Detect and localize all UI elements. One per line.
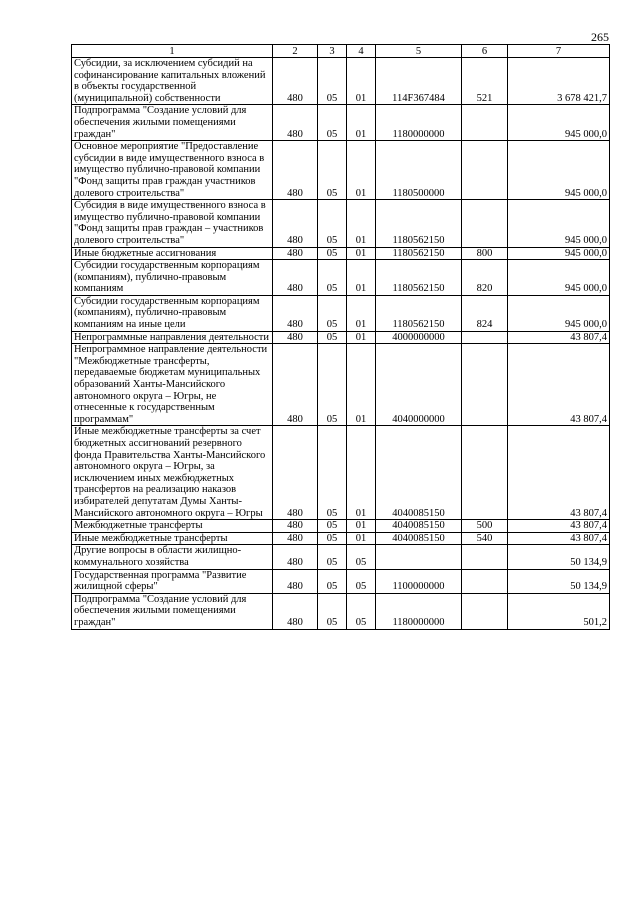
row-subsection-cell: 01	[347, 105, 376, 141]
row-section-cell: 05	[318, 295, 347, 331]
row-name-cell: Иные межбюджетные трансферты за счет бюджетных ассигнований резервного фонда Правительства Ханты-Мансийского автономного округа – Югры, за исключением иных межбюджетных трансфертов на реализацию наказов избирателей депутатам Думы Ханты-Мансийского автономного округа – Югры	[72, 426, 273, 520]
row-target-article-cell: 114F367484	[376, 58, 462, 105]
table-header-row	[72, 45, 610, 58]
row-amount-cell: 43 807,4	[508, 426, 610, 520]
row-expense-type-cell	[462, 105, 508, 141]
table-row	[72, 545, 610, 569]
row-target-article-cell: 4000000000	[376, 331, 462, 344]
row-name-cell: Субсидии государственным корпорациям (компаниям), публично-правовым компаниям	[72, 260, 273, 296]
row-target-article-cell: 1180500000	[376, 141, 462, 200]
row-section-cell: 05	[318, 545, 347, 569]
row-amount-cell: 501,2	[508, 593, 610, 629]
header-col-3: 3	[318, 45, 347, 58]
row-grbs-cell: 480	[273, 331, 318, 344]
row-target-article-cell: 1180562150	[376, 260, 462, 296]
page-number: 265	[591, 30, 609, 44]
row-name-cell: Государственная программа "Развитие жилищной сферы"	[72, 569, 273, 593]
row-subsection-cell: 01	[347, 200, 376, 247]
table-row	[72, 532, 610, 545]
row-target-article-cell: 1180562150	[376, 247, 462, 260]
row-grbs-cell: 480	[273, 105, 318, 141]
row-name-cell: Субсидии, за исключением субсидий на софинансирование капитальных вложений в объекты государственной (муниципальной) собственности	[72, 58, 273, 105]
row-expense-type-cell	[462, 200, 508, 247]
row-name-cell: Субсидии государственным корпорациям (компаниям), публично-правовым компаниям на иные цели	[72, 295, 273, 331]
row-subsection-cell: 01	[347, 520, 376, 533]
row-expense-type-cell	[462, 569, 508, 593]
row-section-cell: 05	[318, 426, 347, 520]
row-grbs-cell: 480	[273, 426, 318, 520]
row-amount-cell: 50 134,9	[508, 545, 610, 569]
row-grbs-cell: 480	[273, 58, 318, 105]
header-col-1: 1	[72, 45, 273, 58]
row-target-article-cell: 4040085150	[376, 532, 462, 545]
row-subsection-cell: 01	[347, 532, 376, 545]
table-row	[72, 260, 610, 296]
row-expense-type-cell	[462, 426, 508, 520]
row-section-cell: 05	[318, 105, 347, 141]
row-subsection-cell: 05	[347, 545, 376, 569]
row-subsection-cell: 01	[347, 295, 376, 331]
budget-table	[71, 44, 610, 630]
row-section-cell: 05	[318, 569, 347, 593]
row-amount-cell: 43 807,4	[508, 344, 610, 426]
row-expense-type-cell	[462, 545, 508, 569]
row-subsection-cell: 01	[347, 58, 376, 105]
row-name-cell: Непрограммное направление деятельности "Межбюджетные трансферты, передаваемые бюджетам муниципальных образований Ханты-Мансийского автономного округа – Югры, не отнесенные к государственным программам"	[72, 344, 273, 426]
row-grbs-cell: 480	[273, 247, 318, 260]
row-section-cell: 05	[318, 141, 347, 200]
row-target-article-cell: 1180000000	[376, 105, 462, 141]
row-amount-cell: 43 807,4	[508, 532, 610, 545]
row-expense-type-cell: 820	[462, 260, 508, 296]
header-col-4: 4	[347, 45, 376, 58]
row-name-cell: Другие вопросы в области жилищно-коммунального хозяйства	[72, 545, 273, 569]
row-target-article-cell: 1100000000	[376, 569, 462, 593]
row-amount-cell: 945 000,0	[508, 105, 610, 141]
row-target-article-cell: 1180562150	[376, 200, 462, 247]
row-expense-type-cell: 521	[462, 58, 508, 105]
row-grbs-cell: 480	[273, 593, 318, 629]
row-target-article-cell: 1180562150	[376, 295, 462, 331]
table-row	[72, 520, 610, 533]
row-expense-type-cell: 800	[462, 247, 508, 260]
table-row	[72, 569, 610, 593]
row-target-article-cell: 4040000000	[376, 344, 462, 426]
row-grbs-cell: 480	[273, 295, 318, 331]
row-section-cell: 05	[318, 532, 347, 545]
row-amount-cell: 945 000,0	[508, 260, 610, 296]
table-row	[72, 593, 610, 629]
row-amount-cell: 945 000,0	[508, 295, 610, 331]
row-grbs-cell: 480	[273, 141, 318, 200]
row-amount-cell: 43 807,4	[508, 520, 610, 533]
row-grbs-cell: 480	[273, 545, 318, 569]
row-target-article-cell	[376, 545, 462, 569]
row-grbs-cell: 480	[273, 200, 318, 247]
row-name-cell: Подпрограмма "Создание условий для обеспечения жилыми помещениями граждан"	[72, 105, 273, 141]
row-name-cell: Иные межбюджетные трансферты	[72, 532, 273, 545]
table-row	[72, 105, 610, 141]
row-section-cell: 05	[318, 331, 347, 344]
row-subsection-cell: 01	[347, 426, 376, 520]
row-amount-cell: 43 807,4	[508, 331, 610, 344]
row-amount-cell: 945 000,0	[508, 141, 610, 200]
row-section-cell: 05	[318, 344, 347, 426]
row-subsection-cell: 01	[347, 247, 376, 260]
row-subsection-cell: 05	[347, 593, 376, 629]
row-amount-cell: 945 000,0	[508, 247, 610, 260]
row-grbs-cell: 480	[273, 260, 318, 296]
row-section-cell: 05	[318, 593, 347, 629]
table-row	[72, 295, 610, 331]
row-expense-type-cell	[462, 141, 508, 200]
row-name-cell: Иные бюджетные ассигнования	[72, 247, 273, 260]
row-name-cell: Подпрограмма "Создание условий для обеспечения жилыми помещениями граждан"	[72, 593, 273, 629]
row-amount-cell: 945 000,0	[508, 200, 610, 247]
row-grbs-cell: 480	[273, 569, 318, 593]
row-expense-type-cell: 540	[462, 532, 508, 545]
header-col-5: 5	[376, 45, 462, 58]
row-section-cell: 05	[318, 58, 347, 105]
table-row	[72, 58, 610, 105]
table-body	[72, 58, 610, 630]
row-grbs-cell: 480	[273, 344, 318, 426]
header-col-2: 2	[273, 45, 318, 58]
row-name-cell: Основное мероприятие "Предоставление субсидии в виде имущественного взноса в имущество публично-правовой компании "Фонд защиты прав граждан участников долевого строительства"	[72, 141, 273, 200]
row-subsection-cell: 01	[347, 141, 376, 200]
row-name-cell: Межбюджетные трансферты	[72, 520, 273, 533]
row-section-cell: 05	[318, 260, 347, 296]
row-section-cell: 05	[318, 200, 347, 247]
row-target-article-cell: 1180000000	[376, 593, 462, 629]
row-subsection-cell: 01	[347, 331, 376, 344]
row-amount-cell: 3 678 421,7	[508, 58, 610, 105]
row-expense-type-cell	[462, 344, 508, 426]
table-row	[72, 331, 610, 344]
row-subsection-cell: 05	[347, 569, 376, 593]
table-row	[72, 200, 610, 247]
row-expense-type-cell	[462, 331, 508, 344]
table-row	[72, 344, 610, 426]
header-col-6: 6	[462, 45, 508, 58]
row-subsection-cell: 01	[347, 260, 376, 296]
row-amount-cell: 50 134,9	[508, 569, 610, 593]
row-expense-type-cell: 500	[462, 520, 508, 533]
row-section-cell: 05	[318, 520, 347, 533]
row-name-cell: Субсидия в виде имущественного взноса в имущество публично-правовой компании "Фонд защиты прав граждан – участников долевого строительства"	[72, 200, 273, 247]
row-target-article-cell: 4040085150	[376, 520, 462, 533]
row-expense-type-cell: 824	[462, 295, 508, 331]
row-expense-type-cell	[462, 593, 508, 629]
row-target-article-cell: 4040085150	[376, 426, 462, 520]
table-row	[72, 141, 610, 200]
row-subsection-cell: 01	[347, 344, 376, 426]
table-row	[72, 426, 610, 520]
row-grbs-cell: 480	[273, 532, 318, 545]
row-name-cell: Непрограммные направления деятельности	[72, 331, 273, 344]
row-grbs-cell: 480	[273, 520, 318, 533]
header-col-7: 7	[508, 45, 610, 58]
table-row	[72, 247, 610, 260]
row-section-cell: 05	[318, 247, 347, 260]
